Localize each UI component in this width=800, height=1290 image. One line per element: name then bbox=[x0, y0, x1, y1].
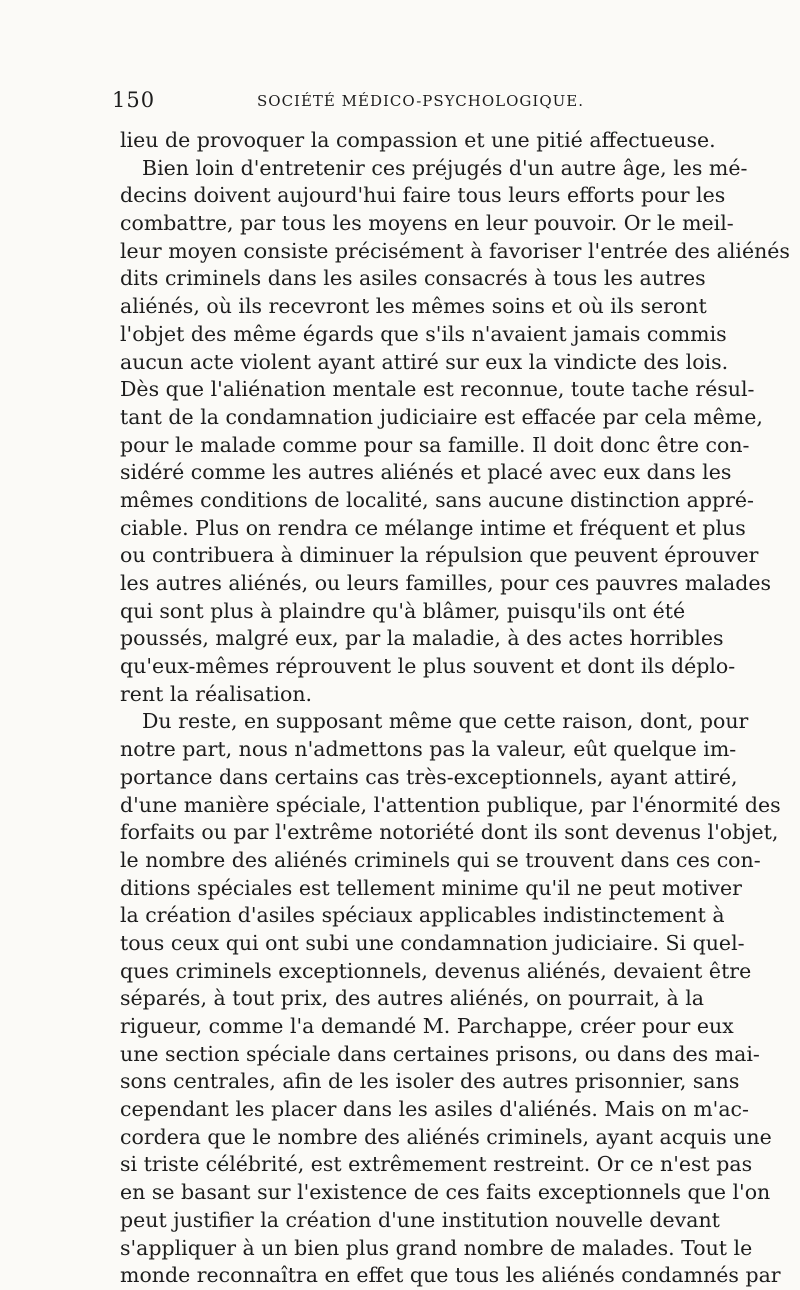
text-line: forfaits ou par l'extrême notoriété dont ils sont devenus l'objet, bbox=[120, 820, 779, 845]
text-line: s'appliquer à un bien plus grand nombre de malades. Tout le bbox=[120, 1235, 753, 1260]
text-line: cordera que le nombre des aliénés criminels, ayant acquis une bbox=[120, 1124, 772, 1149]
text-line: l'objet des même égards que s'ils n'avaient jamais commis bbox=[120, 321, 727, 346]
text-line: Dès que l'aliénation mentale est reconnue, toute tache résul- bbox=[120, 377, 755, 402]
text-line: sons centrales, afin de les isoler des autres prisonnier, sans bbox=[120, 1069, 740, 1094]
text-line: portance dans certains cas très-exceptionnels, ayant attiré, bbox=[120, 764, 738, 789]
text-line: le nombre des aliénés criminels qui se trouvent dans ces con- bbox=[120, 847, 761, 872]
text-line: en se basant sur l'existence de ces faits exceptionnels que l'on bbox=[120, 1180, 771, 1205]
text-line: la création d'asiles spéciaux applicables indistinctement à bbox=[120, 903, 725, 928]
text-line: sidéré comme les autres aliénés et placé avec eux dans les bbox=[120, 460, 732, 485]
body-text bbox=[120, 127, 790, 1290]
text-line: pour le malade comme pour sa famille. Il doit donc être con- bbox=[120, 432, 750, 457]
text-line: combattre, par tous les moyens en leur pouvoir. Or le meil- bbox=[120, 211, 734, 236]
text-line: aucun acte violent ayant attiré sur eux la vindicte des lois. bbox=[120, 349, 729, 374]
text-line: qui sont plus à plaindre qu'à blâmer, puisqu'ils ont été bbox=[120, 598, 686, 623]
text-line: leur moyen consiste précisément à favoriser l'entrée des aliénés bbox=[120, 238, 790, 263]
running-head: SOCIÉTÉ MÉDICO-PSYCHOLOGIQUE. bbox=[257, 92, 584, 110]
text-line: rigueur, comme l'a demandé M. Parchappe, créer pour eux bbox=[120, 1014, 734, 1038]
text-line: monde reconnaîtra en effet que tous les aliénés condamnés par bbox=[120, 1263, 781, 1288]
text-line: tant de la condamnation judiciaire est effacée par cela même, bbox=[120, 404, 763, 429]
text-line: ques criminels exceptionnels, devenus aliénés, devaient être bbox=[120, 958, 752, 983]
text-line: mêmes conditions de localité, sans aucune distinction appré- bbox=[120, 487, 754, 512]
text-line: ciable. Plus on rendra ce mélange intime et fréquent et plus bbox=[120, 515, 746, 540]
text-line: notre part, nous n'admettons pas la valeur, eût quelque im- bbox=[120, 737, 737, 762]
text-line: cependant les placer dans les asiles d'aliénés. Mais on m'ac- bbox=[120, 1097, 749, 1122]
text-line: lieu de provoquer la compassion et une pitié affectueuse. bbox=[120, 128, 716, 152]
text-line: Bien loin d'entretenir ces préjugés d'un autre âge, les mé- bbox=[142, 155, 748, 180]
text-line: peut justifier la création d'une institution nouvelle devant bbox=[120, 1207, 720, 1232]
text-line: qu'eux-mêmes réprouvent le plus souvent et dont ils déplo- bbox=[120, 654, 736, 679]
text-line: Du reste, en supposant même que cette raison, dont, pour bbox=[142, 709, 749, 734]
text-line: poussés, malgré eux, par la maladie, à des actes horribles bbox=[120, 626, 724, 651]
text-line: decins doivent aujourd'hui faire tous leurs efforts pour les bbox=[120, 183, 726, 208]
text-line: si triste célébrité, est extrêmement restreint. Or ce n'est pas bbox=[120, 1152, 753, 1177]
page-header bbox=[112, 88, 682, 124]
text-line: les autres aliénés, ou leurs familles, pour ces pauvres malades bbox=[120, 571, 772, 595]
text-line: ou contribuera à diminuer la répulsion que peuvent éprouver bbox=[120, 543, 759, 568]
text-line: rent la réalisation. bbox=[120, 681, 313, 706]
text-line: tous ceux qui ont subi une condamnation judiciaire. Si quel- bbox=[120, 930, 745, 955]
text-line: ditions spéciales est tellement minime qu'il ne peut motiver bbox=[120, 875, 742, 900]
text-line: une section spéciale dans certaines prisons, ou dans des mai- bbox=[120, 1041, 760, 1066]
page-number: 150 bbox=[112, 88, 156, 112]
text-line: aliénés, où ils recevront les mêmes soins et où ils seront bbox=[120, 294, 707, 319]
text-line: dits criminels dans les asiles consacrés à tous les autres bbox=[120, 266, 706, 291]
text-line: d'une manière spéciale, l'attention publique, par l'énormité des bbox=[120, 792, 781, 817]
text-line: séparés, à tout prix, des autres aliénés, on pourrait, à la bbox=[120, 986, 704, 1011]
